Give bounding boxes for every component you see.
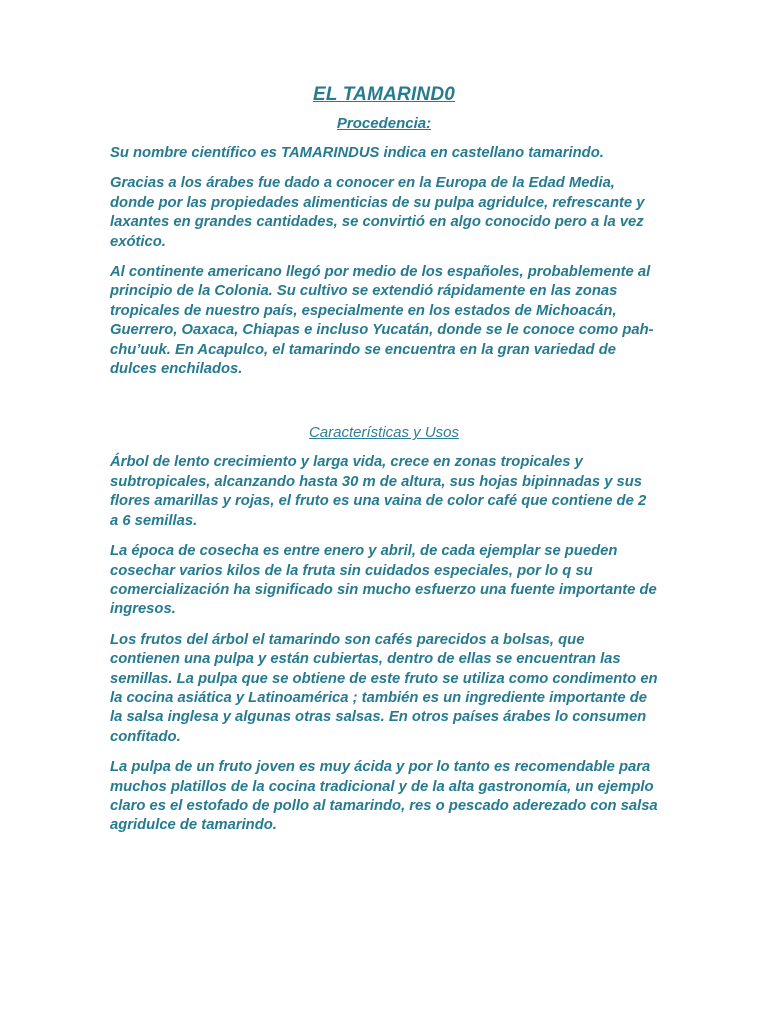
paragraph: Al continente americano llegó por medio de los españoles, probablemente al principio de la Colonia. Su cultivo se extendió rápidamente en las zonas tropicales de nuestro país, especialmente en los estados de Michoacán, Guerrero, Oaxaca, Chiapas e incluso Yucatán, donde se le conoce como pah-chu’uuk. En Acapulco, el tamarindo se encuentra en la gran variedad de dulces enchilados. [110, 264, 654, 378]
section-caracteristicas-usos [110, 424, 658, 835]
section-procedencia [110, 115, 658, 379]
paragraph: Su nombre científico es TAMARINDUS indica en castellano tamarindo. [110, 145, 604, 161]
section-heading-procedencia: Procedencia: [336, 115, 432, 132]
document-title: EL TAMARIND0 [312, 84, 456, 105]
document-page [110, 84, 658, 847]
paragraph: La época de cosecha es entre enero y abril, de cada ejemplar se pueden cosechar varios kilos de la fruta sin cuidados especiales, por lo q su comercialización ha significado sin mucho esfuerzo una fuente importante de ingresos. [110, 543, 657, 618]
paragraph: Árbol de lento crecimiento y larga vida, crece en zonas tropicales y subtropicales, alcanzando hasta 30 m de altura, sus hojas bipinnadas y sus flores amarillas y rojas, el fruto es una vaina de color café que contiene de 2 a 6 semillas. [110, 454, 647, 529]
paragraph: Gracias a los árabes fue dado a conocer en la Europa de la Edad Media, donde por las propiedades alimenticias de su pulpa agridulce, refrescante y laxantes en grandes cantidades, se convirtió en algo conocido pero a la vez exótico. [110, 175, 645, 250]
paragraph: Los frutos del árbol el tamarindo son cafés parecidos a bolsas, que contienen una pulpa y están cubiertas, dentro de ellas se encuentran las semillas. La pulpa que se obtiene de este fruto se utiliza como condimento en la cocina asiática y Latinoamérica ; también es un ingrediente importante de la salsa inglesa y algunas otras salsas. En otros países árabes lo consumen confitado. [110, 631, 658, 745]
section-heading-caracteristicas-usos: Características y Usos [308, 424, 460, 442]
paragraph: La pulpa de un fruto joven es muy ácida y por lo tanto es recomendable para muchos platillos de la cocina tradicional y de la alta gastronomía, un ejemplo claro es el estofado de pollo al tamarindo, res o pescado aderezado con salsa agridulce de tamarindo. [110, 759, 658, 834]
